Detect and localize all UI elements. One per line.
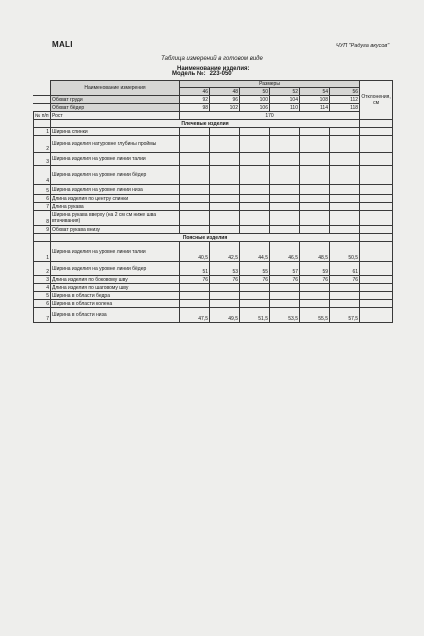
empty-cell	[240, 128, 270, 136]
empty-cell	[360, 262, 393, 276]
measurement-value	[240, 284, 270, 292]
measurement-value: 59	[300, 262, 330, 276]
empty-cell	[330, 166, 360, 185]
empty-cell	[270, 203, 300, 211]
table-row	[34, 276, 393, 284]
measurement-label: Ширина в области низа	[51, 308, 180, 323]
empty-cell	[300, 128, 330, 136]
chest-value: 96	[210, 96, 240, 104]
measurement-value	[270, 300, 300, 308]
table-row	[34, 262, 393, 276]
measurement-value	[300, 300, 330, 308]
table-row	[34, 166, 393, 185]
empty-cell	[330, 153, 360, 166]
empty-cell	[240, 203, 270, 211]
row-number: 9	[34, 226, 51, 234]
measurement-value: 40,5	[180, 242, 210, 262]
table-row	[34, 203, 393, 211]
measurement-value: 47,5	[180, 308, 210, 323]
hips-row	[34, 104, 393, 112]
measurement-value	[180, 284, 210, 292]
measurement-label: Ширина рукава вверху (на 2 см см ниже шва втачивания)	[51, 211, 180, 226]
row-number: 5	[34, 185, 51, 195]
measurement-label: Длина изделия по шаговому шву	[51, 284, 180, 292]
empty-cell	[210, 226, 240, 234]
empty-cell	[360, 166, 393, 185]
empty-cell	[240, 153, 270, 166]
measurement-value: 57,5	[330, 308, 360, 323]
empty-cell	[360, 284, 393, 292]
empty-cell	[180, 203, 210, 211]
empty-cell	[240, 166, 270, 185]
measurement-label: Ширина изделия на уровне линии бёдер	[51, 166, 180, 185]
measurement-value: 51,5	[240, 308, 270, 323]
empty-cell	[360, 308, 393, 323]
measurement-value: 55	[240, 262, 270, 276]
table-row	[34, 136, 393, 153]
size-header: 48	[210, 88, 240, 96]
table-row	[34, 185, 393, 195]
empty-cell	[360, 153, 393, 166]
table-row	[34, 128, 393, 136]
measurement-label: Ширина изделия на уровне линии талии	[51, 242, 180, 262]
section-waist	[34, 234, 393, 242]
height-value: 170	[180, 112, 360, 120]
empty-cell	[270, 226, 300, 234]
row-number: 4	[34, 166, 51, 185]
empty-cell	[270, 136, 300, 153]
empty-cell	[180, 153, 210, 166]
measurement-value	[210, 292, 240, 300]
table-row	[34, 153, 393, 166]
model-line	[172, 71, 232, 77]
measurement-value: 76	[330, 276, 360, 284]
chest-label: Обхват груди	[51, 96, 180, 104]
measurement-value	[210, 300, 240, 308]
table-cell	[34, 234, 51, 242]
row-number: 1	[34, 128, 51, 136]
header-deviation: Отклонения, см	[360, 81, 393, 120]
empty-cell	[360, 276, 393, 284]
empty-cell	[330, 128, 360, 136]
measurement-value	[330, 300, 360, 308]
measurement-value	[240, 292, 270, 300]
measurement-value: 76	[240, 276, 270, 284]
empty-cell	[240, 195, 270, 203]
row-number: 5	[34, 292, 51, 300]
empty-cell	[210, 128, 240, 136]
measurement-label: Ширина изделия на уровне линии бёдер	[51, 262, 180, 276]
empty-cell	[180, 211, 210, 226]
hips-value: 118	[330, 104, 360, 112]
empty-cell	[180, 166, 210, 185]
company-name: ЧУП "Радуга вкусов"	[336, 43, 390, 49]
empty-cell	[300, 185, 330, 195]
model-label: Модель №:	[172, 71, 206, 77]
row-number: 3	[34, 153, 51, 166]
hips-value: 98	[180, 104, 210, 112]
empty-cell	[300, 226, 330, 234]
empty-cell	[330, 203, 360, 211]
empty-cell	[360, 128, 393, 136]
size-header: 52	[270, 88, 300, 96]
measurement-value: 53,5	[270, 308, 300, 323]
row-number: 2	[34, 136, 51, 153]
measurement-value	[240, 300, 270, 308]
empty-cell	[240, 136, 270, 153]
chest-value: 92	[180, 96, 210, 104]
table-cell	[34, 120, 51, 128]
measurement-label: Ширина в области бедра	[51, 292, 180, 300]
chest-value: 108	[300, 96, 330, 104]
row-number-header: № п/п	[35, 112, 49, 119]
measurement-label: Ширина в области колена	[51, 300, 180, 308]
measurement-value	[180, 300, 210, 308]
empty-cell	[300, 195, 330, 203]
table-row	[34, 300, 393, 308]
empty-cell	[240, 226, 270, 234]
brand-name: MALI	[52, 40, 73, 49]
section-shoulder	[34, 120, 393, 128]
height-row	[34, 112, 393, 120]
empty-cell	[240, 185, 270, 195]
table-row	[34, 308, 393, 323]
measurement-value: 50,5	[330, 242, 360, 262]
row-number: 2	[34, 262, 51, 276]
empty-cell	[360, 292, 393, 300]
measurement-value	[180, 292, 210, 300]
empty-cell	[270, 211, 300, 226]
measurement-value: 48,5	[300, 242, 330, 262]
empty-cell	[330, 211, 360, 226]
measurement-value: 61	[330, 262, 360, 276]
table-row	[34, 195, 393, 203]
section-title-shoulder: Плечевые изделия	[51, 120, 360, 128]
measurement-value: 76	[270, 276, 300, 284]
corner-cell	[34, 104, 51, 112]
empty-cell	[210, 136, 240, 153]
chest-value: 112	[330, 96, 360, 104]
empty-cell	[330, 195, 360, 203]
empty-cell	[210, 185, 240, 195]
measurement-value: 76	[300, 276, 330, 284]
empty-cell	[180, 128, 210, 136]
measurement-value: 55,5	[300, 308, 330, 323]
empty-cell	[180, 185, 210, 195]
empty-cell	[300, 166, 330, 185]
measurement-value: 76	[210, 276, 240, 284]
empty-cell	[210, 153, 240, 166]
measurement-value: 42,5	[210, 242, 240, 262]
hips-value: 102	[210, 104, 240, 112]
measurement-label: Длина изделия по центру спинки	[51, 195, 180, 203]
empty-cell	[180, 226, 210, 234]
measurement-value	[330, 284, 360, 292]
row-number: 1	[34, 242, 51, 262]
measurement-value: 46,5	[270, 242, 300, 262]
measurement-value: 51	[180, 262, 210, 276]
measurement-value: 57	[270, 262, 300, 276]
measurement-value: 44,5	[240, 242, 270, 262]
empty-cell	[180, 195, 210, 203]
product-name-label: Наименование изделия:	[177, 66, 250, 72]
empty-cell	[270, 128, 300, 136]
measurement-label: Ширина изделия натуровне глубины проймы	[51, 136, 180, 153]
table-cell	[360, 120, 393, 128]
corner-cell	[34, 96, 51, 104]
measurement-label: Ширина изделия на уровне линии низа	[51, 185, 180, 195]
row-number: 7	[34, 203, 51, 211]
height-label: Рост	[51, 112, 180, 120]
row-number: 4	[34, 284, 51, 292]
empty-cell	[360, 195, 393, 203]
document-title: Таблица измерений в готовом виде	[161, 56, 263, 62]
measurement-value: 49,5	[210, 308, 240, 323]
empty-cell	[270, 195, 300, 203]
empty-cell	[360, 136, 393, 153]
table-row	[34, 226, 393, 234]
measurement-label: Длина изделия по боковому шву	[51, 276, 180, 284]
hips-label: Обхват бёдер	[51, 104, 180, 112]
measurement-value	[330, 292, 360, 300]
empty-cell	[360, 226, 393, 234]
empty-cell	[360, 203, 393, 211]
row-number: 8	[34, 211, 51, 226]
empty-cell	[210, 211, 240, 226]
model-number: 223-050	[209, 71, 232, 77]
row-number: 6	[34, 195, 51, 203]
hips-value: 106	[240, 104, 270, 112]
empty-cell	[360, 185, 393, 195]
table-row	[34, 211, 393, 226]
empty-cell	[330, 136, 360, 153]
table-row	[34, 292, 393, 300]
size-header: 56	[330, 88, 360, 96]
row-number: 3	[34, 276, 51, 284]
section-title-waist: Поясные изделия	[51, 234, 360, 242]
empty-cell	[360, 242, 393, 262]
table-row	[34, 242, 393, 262]
empty-cell	[210, 195, 240, 203]
measurement-value	[270, 284, 300, 292]
measurements-table	[33, 80, 393, 323]
empty-cell	[300, 136, 330, 153]
empty-cell	[270, 153, 300, 166]
table-cell	[360, 234, 393, 242]
hips-value: 114	[300, 104, 330, 112]
measurement-label: Ширина изделия на уровне линии талии	[51, 153, 180, 166]
chest-value: 104	[270, 96, 300, 104]
size-header: 54	[300, 88, 330, 96]
measurement-value: 76	[180, 276, 210, 284]
row-number: 6	[34, 300, 51, 308]
empty-cell	[210, 166, 240, 185]
header-sizes: Размеры	[180, 81, 360, 88]
measurement-value: 53	[210, 262, 240, 276]
empty-cell	[210, 203, 240, 211]
empty-cell	[300, 211, 330, 226]
empty-cell	[360, 211, 393, 226]
measurement-value	[300, 284, 330, 292]
empty-cell	[330, 226, 360, 234]
measurement-value	[270, 292, 300, 300]
empty-cell	[270, 166, 300, 185]
row-number: 7	[34, 308, 51, 323]
measurement-label: Обхват рукава внизу	[51, 226, 180, 234]
size-header: 50	[240, 88, 270, 96]
header-name: Наименование измерения	[51, 81, 180, 96]
empty-cell	[240, 211, 270, 226]
table-row	[34, 284, 393, 292]
measurement-label: Ширина спинки	[51, 128, 180, 136]
header-row	[34, 81, 393, 88]
empty-cell	[300, 153, 330, 166]
empty-cell	[270, 185, 300, 195]
size-header: 46	[180, 88, 210, 96]
empty-cell	[330, 185, 360, 195]
measurement-value	[300, 292, 330, 300]
corner-cell	[34, 81, 51, 96]
empty-cell	[300, 203, 330, 211]
chest-row	[34, 96, 393, 104]
hips-value: 110	[270, 104, 300, 112]
chest-value: 100	[240, 96, 270, 104]
measurement-label: Длина рукава	[51, 203, 180, 211]
empty-cell	[360, 300, 393, 308]
measurement-value	[210, 284, 240, 292]
empty-cell	[180, 136, 210, 153]
